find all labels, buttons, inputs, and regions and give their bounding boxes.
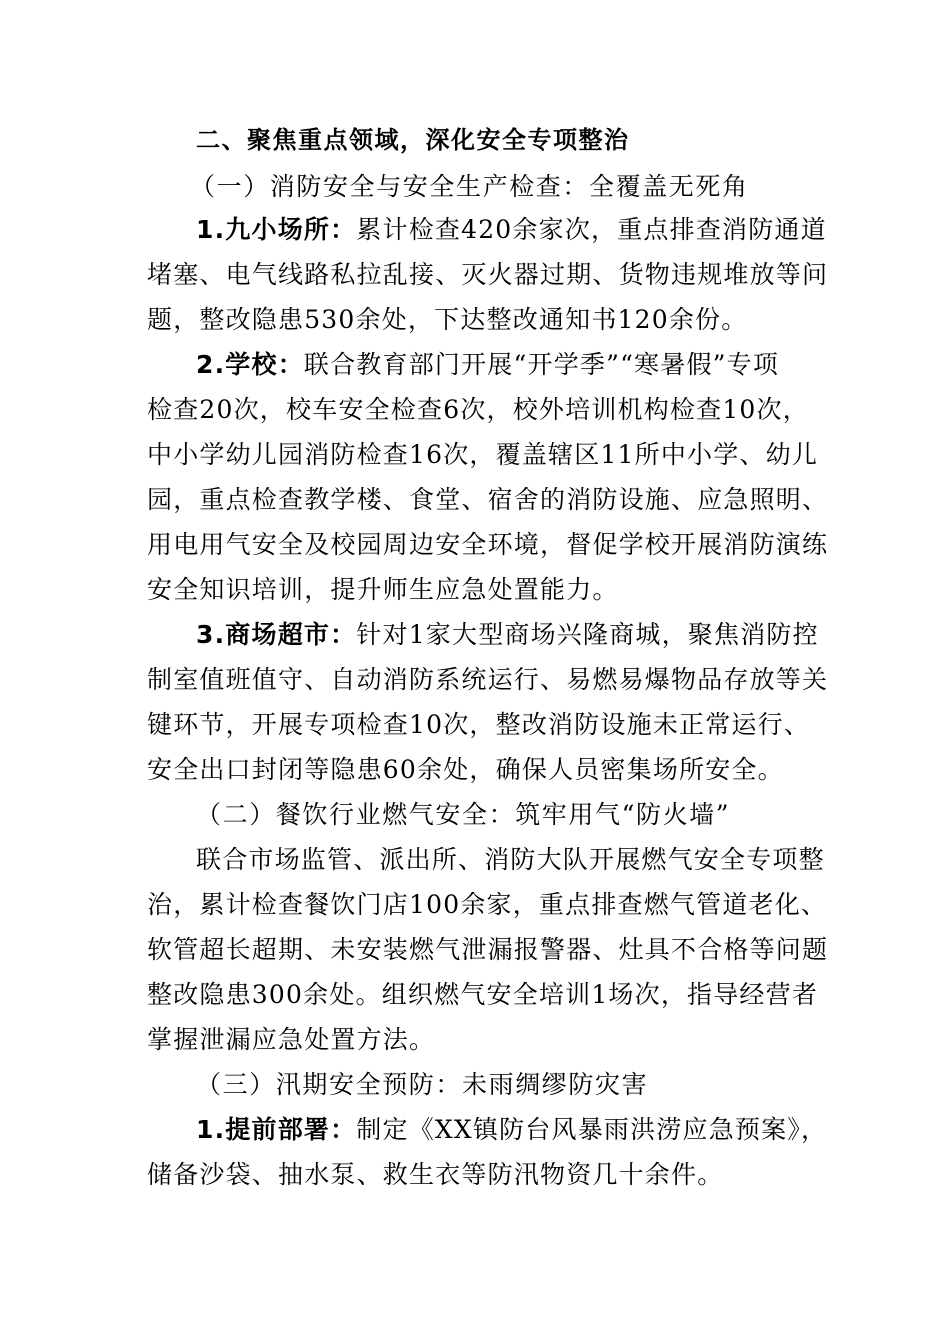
subsection-title-fire-safety: （一）消防安全与安全生产检查：全覆盖无死角 [190, 172, 749, 201]
paragraph-line: 中小学幼儿园消防检查16次，覆盖辖区11所中小学、幼儿 [147, 440, 819, 469]
paragraph-line: 堵塞、电气线路私拉乱接、灭火器过期、货物违规堆放等问 [147, 260, 829, 289]
paragraph-line: 检查20次，校车安全检查6次，校外培训机构检查10次， [147, 395, 809, 424]
item-label-small-venues: 1.九小场所： [196, 215, 357, 244]
paragraph-line: 制室值班值守、自动消防系统运行、易燃易爆物品存放等关 [147, 665, 829, 694]
paragraph-line: 软管超长超期、未安装燃气泄漏报警器、灶具不合格等问题 [147, 935, 829, 964]
paragraph-line: 1.九小场所：累计检查420余家次，重点排查消防通道 [196, 215, 827, 244]
paragraph-line: 用电用气安全及校园周边安全环境，督促学校开展消防演练 [147, 530, 829, 559]
paragraph-line: 园，重点检查教学楼、食堂、宿舍的消防设施、应急照明、 [147, 485, 829, 514]
paragraph-line: 键环节，开展专项检查10次，整改消防设施未正常运行、 [147, 710, 811, 739]
paragraph-line: 掌握泄漏应急处置方法。 [147, 1025, 436, 1054]
paragraph-line: 安全出口封闭等隐患60余处，确保人员密集场所安全。 [147, 755, 784, 784]
paragraph-line: 题，整改隐患530余处，下达整改通知书120余份。 [147, 305, 748, 334]
item-label-malls: 3.商场超市： [196, 620, 357, 649]
paragraph-line: 联合市场监管、派出所、消防大队开展燃气安全专项整 [196, 845, 825, 874]
subsection-title-flood-season: （三）汛期安全预防：未雨绸缪防灾害 [196, 1070, 649, 1099]
paragraph-line: 整改隐患300余处。组织燃气安全培训1场次，指导经营者 [147, 980, 819, 1009]
item-label-advance-deployment: 1.提前部署： [196, 1115, 357, 1144]
paragraph-line: 治，累计检查餐饮门店100余家，重点排查燃气管道老化、 [147, 890, 828, 919]
subsection-title-gas-safety: （二）餐饮行业燃气安全：筑牢用气“防火墙” [196, 800, 731, 829]
paragraph-line: 1.提前部署：制定《XX镇防台风暴雨洪涝应急预案》， [196, 1115, 828, 1144]
paragraph-line: 2.学校：联合教育部门开展“开学季”“寒暑假”专项 [196, 350, 780, 379]
paragraph-line: 储备沙袋、抽水泵、救生衣等防汛物资几十余件。 [147, 1160, 724, 1189]
paragraph-line: 3.商场超市：针对1家大型商场兴隆商城，聚焦消防控 [196, 620, 819, 649]
paragraph-line: 安全知识培训，提升师生应急处置能力。 [147, 575, 619, 604]
item-label-schools: 2.学校： [196, 350, 304, 379]
section-heading: 二、聚焦重点领域，深化安全专项整治 [196, 126, 630, 154]
